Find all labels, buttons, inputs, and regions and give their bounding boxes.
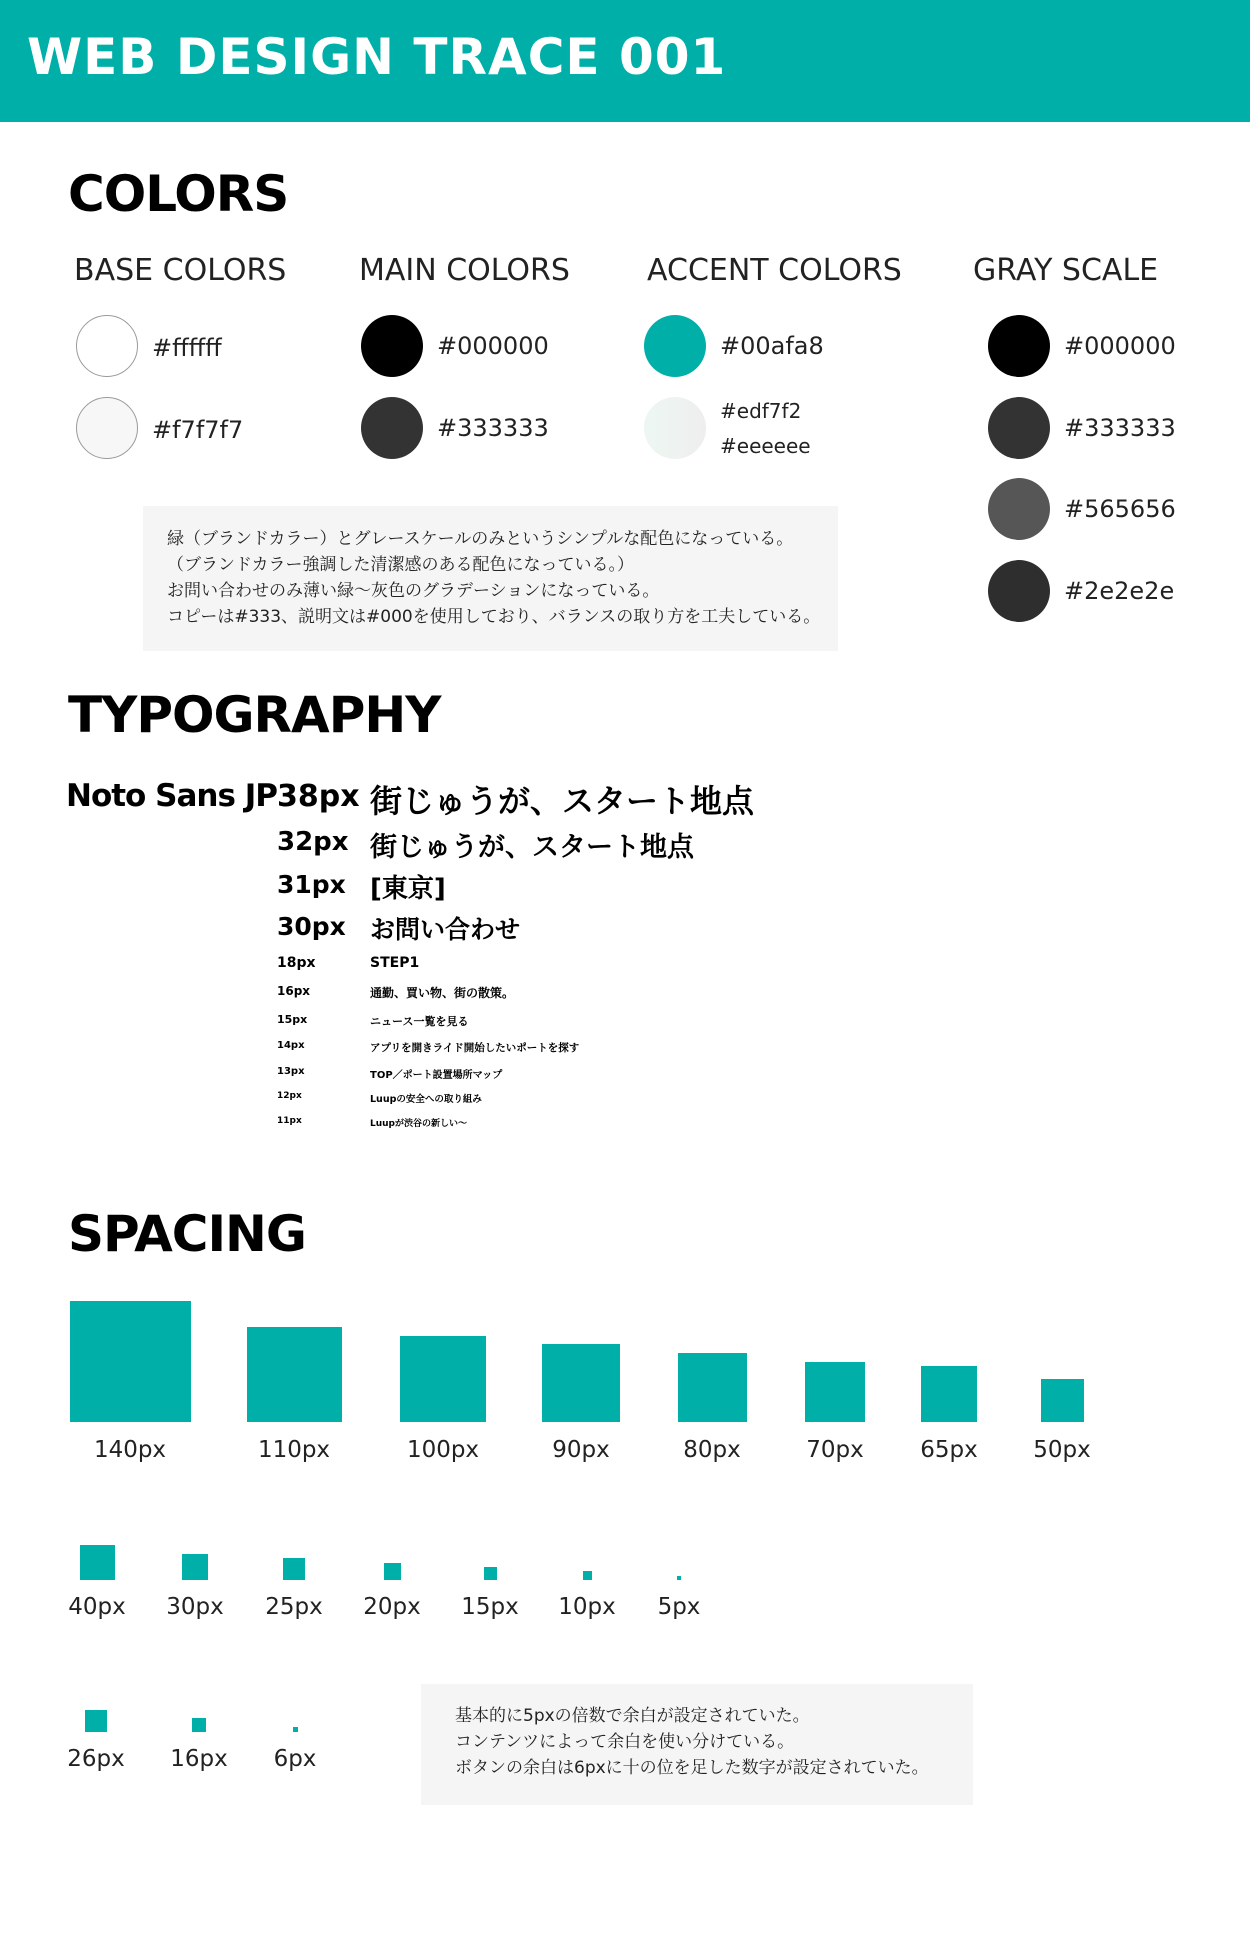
spacing-label: 65px	[920, 1437, 978, 1463]
color-swatch-gray-2	[988, 397, 1050, 459]
spacing-square	[542, 1344, 620, 1422]
spacing-note-line: ボタンの余白は6pxに十の位を足した数字が設定されていた。	[455, 1758, 929, 1778]
spacing-square	[247, 1327, 342, 1422]
base-colors-title: BASE COLORS	[74, 253, 287, 288]
header-bar	[0, 0, 1250, 122]
type-size-label: 18px	[277, 955, 316, 971]
type-sample: STEP1	[370, 955, 420, 971]
type-size-label: 30px	[277, 912, 346, 941]
color-swatch-base-2	[76, 397, 138, 459]
spacing-square	[85, 1710, 107, 1732]
color-hex-gradient-to: #eeeeee	[720, 434, 811, 458]
spacing-square	[484, 1567, 497, 1580]
typography-heading: TYPOGRAPHY	[68, 686, 441, 744]
type-sample: 街じゅうが、スタート地点	[370, 782, 755, 820]
type-size-label: 11px	[277, 1116, 302, 1126]
color-hex-gray-4: #2e2e2e	[1064, 577, 1175, 605]
type-size-label: 15px	[277, 1013, 308, 1026]
type-size-label: 16px	[277, 984, 311, 998]
spacing-note-line: 基本的に5pxの倍数で余白が設定されていた。	[455, 1706, 810, 1726]
spacing-square	[400, 1336, 486, 1422]
color-hex-base-1: #ffffff	[152, 334, 222, 362]
type-size-label: 38px	[277, 779, 360, 814]
colors-heading: COLORS	[68, 165, 289, 223]
spacing-label: 6px	[273, 1746, 317, 1772]
spacing-label: 10px	[558, 1594, 616, 1620]
spacing-label: 70px	[806, 1437, 864, 1463]
type-size-label: 12px	[277, 1091, 302, 1101]
type-size-label: 14px	[277, 1040, 305, 1051]
spacing-label: 25px	[265, 1594, 323, 1620]
spacing-square	[80, 1545, 115, 1580]
type-sample: Luupの安全への取り組み	[370, 1094, 482, 1105]
type-size-label: 31px	[277, 870, 346, 899]
spacing-label: 20px	[363, 1594, 421, 1620]
font-name: Noto Sans JP	[66, 778, 277, 814]
color-swatch-main-1	[361, 315, 423, 377]
spacing-note	[421, 1684, 973, 1805]
spacing-heading: SPACING	[68, 1205, 306, 1263]
type-sample: お問い合わせ	[370, 915, 521, 944]
spacing-note-line: コンテンツによって余白を使い分けている。	[455, 1732, 795, 1752]
color-swatch-gray-1	[988, 315, 1050, 377]
spacing-square	[283, 1558, 305, 1580]
spacing-square	[293, 1727, 298, 1732]
type-size-label: 32px	[277, 827, 349, 857]
spacing-square	[583, 1571, 592, 1580]
color-hex-main-2: #333333	[437, 414, 549, 442]
spacing-label: 140px	[93, 1437, 167, 1463]
color-hex-gray-1: #000000	[1064, 332, 1176, 360]
spacing-square	[677, 1576, 681, 1580]
colors-note-line: （ブランドカラー強調した清潔感のある配色になっている。）	[167, 555, 634, 575]
spacing-square	[805, 1362, 865, 1422]
color-swatch-base-1	[76, 315, 138, 377]
spacing-label: 16px	[170, 1746, 228, 1772]
gray-scale-title: GRAY SCALE	[973, 253, 1159, 288]
spacing-label: 100px	[406, 1437, 480, 1463]
main-colors-title: MAIN COLORS	[359, 253, 570, 288]
color-swatch-accent-gradient	[644, 397, 706, 459]
color-hex-base-2: #f7f7f7	[152, 416, 244, 444]
page-title: WEB DESIGN TRACE 001	[27, 28, 727, 86]
color-hex-gray-2: #333333	[1064, 414, 1176, 442]
spacing-square	[70, 1301, 191, 1422]
spacing-label: 50px	[1033, 1437, 1091, 1463]
spacing-label: 26px	[67, 1746, 125, 1772]
spacing-label: 40px	[68, 1594, 126, 1620]
color-hex-main-1: #000000	[437, 332, 549, 360]
type-sample: アプリを開きライド開始したいポートを探す	[370, 1042, 580, 1054]
spacing-label: 5px	[657, 1594, 701, 1620]
type-size-label: 13px	[277, 1066, 305, 1077]
type-sample: ニュース一覧を見る	[370, 1015, 469, 1028]
spacing-square	[182, 1554, 208, 1580]
colors-note-line: 緑（ブランドカラー）とグレースケールのみというシンプルな配色になっている。	[167, 529, 794, 549]
color-hex-accent: #00afa8	[720, 332, 824, 360]
colors-note	[143, 506, 838, 651]
spacing-label: 30px	[166, 1594, 224, 1620]
type-sample: 通勤、買い物、街の散策。	[370, 986, 515, 1000]
color-hex-gray-3: #565656	[1064, 495, 1176, 523]
colors-note-line: コピーは#333、説明文は#000を使用しており、バランスの取り方を工夫している。	[167, 607, 821, 627]
color-swatch-gray-4	[988, 560, 1050, 622]
colors-note-line: お問い合わせのみ薄い緑〜灰色のグラデーションになっている。	[167, 581, 660, 601]
spacing-square	[678, 1353, 747, 1422]
spacing-square	[384, 1563, 401, 1580]
spacing-label: 90px	[552, 1437, 610, 1463]
type-sample: 街じゅうが、スタート地点	[370, 832, 694, 863]
spacing-label: 80px	[683, 1437, 741, 1463]
accent-colors-title: ACCENT COLORS	[647, 253, 902, 288]
color-swatch-main-2	[361, 397, 423, 459]
spacing-label: 110px	[257, 1437, 331, 1463]
type-sample: TOP／ポート設置場所マップ	[370, 1070, 503, 1081]
color-swatch-accent	[644, 315, 706, 377]
spacing-square	[921, 1366, 977, 1422]
spacing-square	[192, 1718, 206, 1732]
spacing-square	[1041, 1379, 1084, 1422]
spacing-label: 15px	[461, 1594, 519, 1620]
type-sample: [東京]	[370, 874, 446, 904]
color-swatch-gray-3	[988, 478, 1050, 540]
type-sample: Luupが渋谷の新しい〜	[370, 1119, 467, 1129]
color-hex-gradient-from: #edf7f2	[720, 399, 802, 423]
